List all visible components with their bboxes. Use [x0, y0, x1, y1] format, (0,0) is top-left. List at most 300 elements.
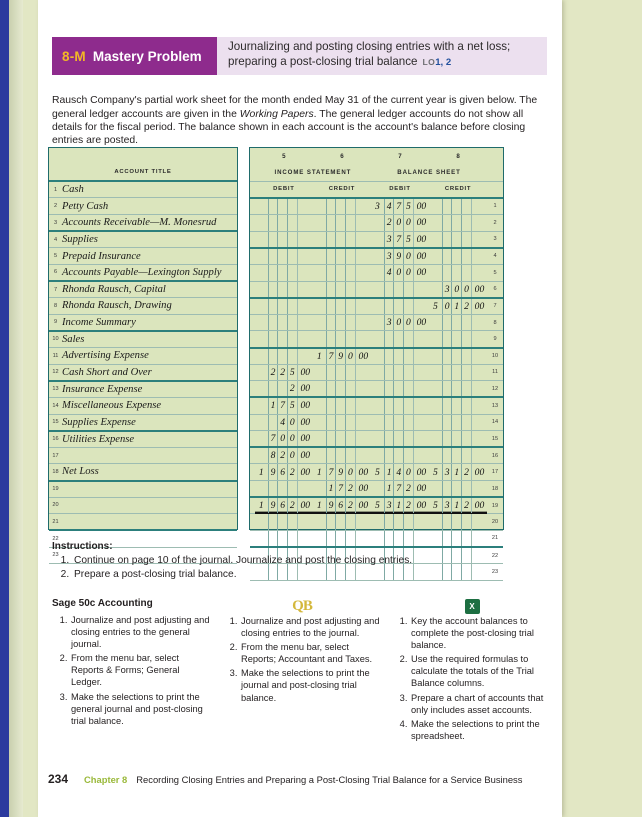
- amount-cell-is-credit: [313, 514, 326, 531]
- amount-cell-is-debit: [268, 348, 278, 365]
- amount-cell-bs-debit: 4: [384, 198, 394, 215]
- row-number: 14: [487, 414, 503, 431]
- footer-title: Recording Closing Entries and Preparing a Post-Closing Trial Balance for a Service Business: [136, 774, 523, 785]
- column-number-8: 8: [456, 152, 460, 160]
- spacer-cell: [224, 181, 237, 198]
- account-title-cell: Cash: [62, 181, 224, 198]
- amount-cell-bs-credit: 0: [442, 298, 452, 315]
- spacer-cell: [224, 414, 237, 431]
- amount-cell-bs-credit: [452, 481, 462, 498]
- amount-cell-bs-debit: [413, 414, 429, 431]
- amount-cell-bs-credit: [429, 514, 442, 531]
- sage-column: [52, 598, 212, 744]
- amount-cell-is-credit: [355, 298, 371, 315]
- amount-cell-bs-debit: [371, 481, 384, 498]
- amount-cell-bs-debit: 3: [384, 497, 394, 514]
- amount-cell-bs-credit: 5: [429, 497, 442, 514]
- amount-cell-bs-credit: [462, 381, 472, 398]
- amount-cell-bs-debit: 4: [394, 464, 404, 481]
- amount-cell-bs-debit: 0: [404, 215, 414, 232]
- amount-cell-is-credit: [355, 381, 371, 398]
- amount-cell-bs-debit: 00: [413, 248, 429, 265]
- amount-cell-bs-credit: [471, 264, 487, 281]
- excel-step-item: 3. Prepare a chart of accounts that only includes asset accounts.: [410, 692, 552, 716]
- spacer-cell: [224, 381, 237, 398]
- amount-cell-is-credit: 1: [313, 348, 326, 365]
- amount-cell-is-debit: 00: [297, 464, 313, 481]
- amount-cell-bs-debit: [384, 514, 394, 531]
- row-number: 19: [487, 497, 503, 514]
- account-title-cell: Supplies: [62, 231, 224, 248]
- sage-step-item: 1. Journalize and post adjusting and closing entries to the general journal.: [70, 614, 212, 650]
- row-number: 5: [487, 264, 503, 281]
- amount-cell-is-credit: [336, 381, 346, 398]
- table-row: [250, 264, 503, 281]
- table-row: [49, 231, 237, 248]
- amount-cell-is-credit: [326, 514, 336, 531]
- amount-cell-is-debit: [278, 264, 288, 281]
- footer-chapter: Chapter 8: [84, 774, 128, 785]
- amount-cell-bs-debit: [371, 231, 384, 248]
- panel-divider: [238, 147, 249, 530]
- table-row: [49, 215, 237, 232]
- amount-cell-is-debit: [278, 314, 288, 331]
- amount-cell-bs-debit: [413, 431, 429, 448]
- amount-cell-is-debit: [268, 481, 278, 498]
- quickbooks-step-item: 1. Journalize and post adjusting and closing entries to the journal.: [240, 615, 382, 639]
- amount-cell-is-credit: [313, 447, 326, 464]
- amount-cell-is-credit: [313, 381, 326, 398]
- amount-cell-bs-debit: 5: [404, 231, 414, 248]
- amount-cell-bs-debit: [371, 298, 384, 315]
- amount-cell-bs-credit: [442, 331, 452, 348]
- row-number: 3: [487, 231, 503, 248]
- table-row: [49, 248, 237, 265]
- amount-cell-bs-debit: [371, 381, 384, 398]
- amount-cell-is-debit: 7: [278, 397, 288, 414]
- amount-cell-is-credit: 2: [346, 481, 356, 498]
- amount-cell-bs-credit: [462, 431, 472, 448]
- table-row: [49, 281, 237, 298]
- amount-cell-is-debit: [287, 348, 297, 365]
- amount-cell-bs-debit: 0: [404, 464, 414, 481]
- amount-cell-bs-debit: 00: [413, 215, 429, 232]
- row-number: 21: [49, 514, 62, 531]
- amount-cell-is-debit: 2: [287, 464, 297, 481]
- instruction-item: 1. Continue on page 10 of the journal. Journalize and post the closing entries.: [72, 554, 522, 568]
- amount-cell-bs-credit: 3: [442, 464, 452, 481]
- table-row: [250, 431, 503, 448]
- amount-cell-bs-credit: [462, 397, 472, 414]
- amount-cell-bs-credit: [471, 348, 487, 365]
- amount-cell-bs-credit: [442, 414, 452, 431]
- quickbooks-logo-wrap: [222, 598, 382, 614]
- amount-cell-is-credit: [313, 331, 326, 348]
- amount-cell-is-credit: [346, 215, 356, 232]
- instruction-item: 2. Prepare a post-closing trial balance.: [72, 568, 522, 582]
- sub-header-is-debit: DEBIT: [255, 181, 313, 198]
- amount-cell-bs-debit: 7: [394, 231, 404, 248]
- amount-cell-bs-debit: 0: [404, 264, 414, 281]
- amount-cell-is-debit: [278, 481, 288, 498]
- amount-cell-bs-credit: [429, 314, 442, 331]
- amount-cell-bs-debit: 5: [371, 497, 384, 514]
- spacer-cell: [224, 481, 237, 498]
- excel-icon-letter: X: [469, 601, 475, 611]
- row-number: 21: [487, 530, 503, 547]
- table-row: [49, 481, 237, 498]
- amount-cell-is-credit: [336, 264, 346, 281]
- amount-cell-bs-debit: [371, 447, 384, 464]
- amount-cell-bs-credit: [462, 447, 472, 464]
- intro-emphasis: Working Papers: [239, 108, 314, 120]
- amount-cell-bs-credit: [471, 514, 487, 531]
- amount-cell-is-debit: [278, 231, 288, 248]
- amount-cell-is-debit: [268, 381, 278, 398]
- amount-cell-bs-debit: [404, 514, 414, 531]
- amount-cell-bs-credit: [429, 331, 442, 348]
- row-number: 20: [49, 497, 62, 514]
- amount-cell-is-debit: [287, 331, 297, 348]
- row-number: 17: [487, 464, 503, 481]
- excel-column: [392, 598, 552, 744]
- amount-cell-bs-credit: [429, 431, 442, 448]
- amount-cell-is-credit: 00: [355, 497, 371, 514]
- row-number: 2: [487, 215, 503, 232]
- account-title-cell: [62, 514, 224, 531]
- amount-cell-bs-credit: 1: [452, 298, 462, 315]
- amount-cell-is-debit: [287, 281, 297, 298]
- amount-cell-is-credit: [336, 281, 346, 298]
- amount-cell-is-debit: [278, 198, 288, 215]
- amount-cell-bs-debit: 00: [413, 464, 429, 481]
- amount-cell-is-credit: [346, 198, 356, 215]
- account-title-cell: [62, 447, 224, 464]
- amount-cell-bs-debit: [371, 397, 384, 414]
- amount-cell-is-credit: [346, 414, 356, 431]
- amount-cell-is-debit: [278, 215, 288, 232]
- amount-cell-bs-credit: [452, 314, 462, 331]
- amount-cell-is-debit: 2: [278, 447, 288, 464]
- table-row: [49, 497, 237, 514]
- amount-cell-is-debit: 1: [255, 464, 268, 481]
- amount-cell-is-debit: [297, 348, 313, 365]
- amount-cell-bs-debit: [404, 397, 414, 414]
- amount-cell-is-debit: 2: [268, 364, 278, 381]
- amount-cell-is-credit: [355, 514, 371, 531]
- amount-cell-bs-credit: [462, 364, 472, 381]
- amount-cell-is-debit: 6: [278, 497, 288, 514]
- amount-cell-is-debit: 5: [287, 364, 297, 381]
- account-head-row-1: [49, 148, 237, 165]
- amount-cell-is-debit: [255, 414, 268, 431]
- amount-cell-bs-credit: 2: [462, 464, 472, 481]
- amount-cell-is-credit: [336, 298, 346, 315]
- amount-cell-bs-credit: [471, 248, 487, 265]
- amount-cell-bs-debit: [394, 281, 404, 298]
- amount-cell-bs-debit: [404, 414, 414, 431]
- amount-cell-is-debit: [297, 481, 313, 498]
- amount-cell-bs-credit: [452, 248, 462, 265]
- amount-cell-is-debit: [278, 348, 288, 365]
- row-number: 15: [49, 414, 62, 431]
- table-row: [250, 364, 503, 381]
- amount-cell-is-debit: [297, 198, 313, 215]
- amount-cell-bs-debit: [371, 331, 384, 348]
- amount-cell-is-credit: [326, 231, 336, 248]
- amount-cell-bs-credit: [442, 397, 452, 414]
- amount-cell-is-credit: [336, 397, 346, 414]
- quickbooks-list: [222, 615, 382, 704]
- amount-cell-is-debit: 2: [278, 364, 288, 381]
- amount-cell-bs-debit: 3: [384, 314, 394, 331]
- amount-cell-is-credit: [313, 215, 326, 232]
- amount-cell-is-credit: [336, 331, 346, 348]
- spacer-cell: [49, 165, 62, 182]
- spacer-cell: [224, 397, 237, 414]
- table-row: [250, 497, 503, 514]
- spacer-cell: [224, 198, 237, 215]
- amount-cell-bs-debit: 00: [413, 314, 429, 331]
- row-number: 10: [49, 331, 62, 348]
- account-title-cell: Insurance Expense: [62, 381, 224, 398]
- amount-cell-bs-credit: 00: [471, 281, 487, 298]
- amount-cell-bs-debit: 00: [413, 231, 429, 248]
- account-title-cell: Rhonda Rausch, Capital: [62, 281, 224, 298]
- amount-cell-is-credit: [346, 397, 356, 414]
- table-row: [250, 464, 503, 481]
- spacer-cell: [224, 231, 237, 248]
- row-number: 10: [487, 348, 503, 365]
- table-row: [250, 397, 503, 414]
- amount-cell-is-credit: [355, 198, 371, 215]
- amount-cell-is-credit: [313, 281, 326, 298]
- account-title-cell: Miscellaneous Expense: [62, 397, 224, 414]
- amount-cell-is-debit: [255, 381, 268, 398]
- amount-cell-bs-debit: [371, 348, 384, 365]
- row-number: 23: [49, 547, 62, 564]
- amount-cell-is-debit: 00: [297, 397, 313, 414]
- row-number: 12: [49, 364, 62, 381]
- amount-cell-is-debit: 00: [297, 381, 313, 398]
- amount-cell-is-debit: [255, 281, 268, 298]
- account-title-cell: Accounts Receivable—M. Monesrud: [62, 215, 224, 232]
- account-rows: [49, 181, 237, 563]
- amount-cell-bs-credit: [442, 198, 452, 215]
- sub-header-is-credit: CREDIT: [313, 181, 371, 198]
- table-row: [49, 198, 237, 215]
- amount-cell-bs-credit: [452, 431, 462, 448]
- quickbooks-step-item: 3. Make the selections to print the journal and post-closing trial balance.: [240, 667, 382, 703]
- amount-cell-is-debit: [297, 215, 313, 232]
- amount-cell-is-credit: [346, 381, 356, 398]
- amount-cell-is-credit: [336, 514, 346, 531]
- amount-cell-bs-credit: [462, 348, 472, 365]
- amount-cell-is-debit: [255, 447, 268, 464]
- table-row: [250, 381, 503, 398]
- row-number: 7: [487, 298, 503, 315]
- amount-cell-is-credit: [355, 364, 371, 381]
- account-title-cell: Advertising Expense: [62, 348, 224, 365]
- amount-cell-is-debit: [278, 331, 288, 348]
- amount-cell-is-credit: [355, 447, 371, 464]
- spacer-cell: [224, 497, 237, 514]
- row-number: 14: [49, 397, 62, 414]
- table-row: [49, 381, 237, 398]
- column-number-5: 5: [282, 152, 286, 160]
- section-header-row: [250, 165, 503, 182]
- amount-cell-bs-debit: 7: [394, 481, 404, 498]
- account-title-cell: [62, 481, 224, 498]
- amount-cell-is-debit: [255, 298, 268, 315]
- amount-cell-is-credit: [326, 414, 336, 431]
- problem-description-line1: Journalizing and posting closing entries with a net loss;: [228, 40, 511, 53]
- row-number: 11: [49, 348, 62, 365]
- amount-cell-bs-credit: 2: [462, 497, 472, 514]
- amount-cell-bs-credit: [471, 447, 487, 464]
- amount-cell-is-debit: 0: [278, 431, 288, 448]
- row-number: 13: [49, 381, 62, 398]
- table-row: [49, 447, 237, 464]
- amount-cell-is-debit: 6: [278, 464, 288, 481]
- row-number: 6: [49, 264, 62, 281]
- amount-cell-bs-credit: [429, 381, 442, 398]
- amount-cell-is-credit: 7: [326, 464, 336, 481]
- account-title-cell: Accounts Payable—Lexington Supply: [62, 264, 224, 281]
- row-number: 18: [487, 481, 503, 498]
- sage-step-item: 3. Make the selections to print the general journal and post-closing trial balance.: [70, 691, 212, 727]
- amount-cell-is-credit: 00: [355, 481, 371, 498]
- amount-cell-bs-credit: [429, 348, 442, 365]
- row-number: 13: [487, 397, 503, 414]
- amount-cell-is-credit: [346, 314, 356, 331]
- amount-cell-is-debit: [268, 215, 278, 232]
- amount-cell-is-credit: [355, 431, 371, 448]
- amount-cell-is-credit: [326, 331, 336, 348]
- amount-cell-is-credit: [313, 481, 326, 498]
- amount-cell-bs-credit: 00: [471, 464, 487, 481]
- amount-cell-bs-debit: [394, 298, 404, 315]
- amount-cell-bs-debit: [394, 364, 404, 381]
- amount-cell-is-debit: [268, 281, 278, 298]
- amount-cell-is-credit: [326, 431, 336, 448]
- table-row: [250, 447, 503, 464]
- amount-cell-is-debit: 9: [268, 497, 278, 514]
- amount-cell-bs-credit: [462, 248, 472, 265]
- table-row: [49, 348, 237, 365]
- amount-cell-is-credit: [313, 414, 326, 431]
- account-title-cell: Income Summary: [62, 314, 224, 331]
- amount-cell-is-credit: [355, 264, 371, 281]
- amount-cell-bs-credit: [452, 397, 462, 414]
- row-number: 17: [49, 447, 62, 464]
- amount-cell-bs-credit: [471, 414, 487, 431]
- account-title-cell: Sales: [62, 331, 224, 348]
- amount-cell-is-credit: [355, 314, 371, 331]
- amount-cell-is-debit: 1: [268, 397, 278, 414]
- problem-number: 8-M: [62, 48, 86, 64]
- amount-cell-bs-credit: [442, 431, 452, 448]
- amount-cell-is-debit: 4: [278, 414, 288, 431]
- amount-cell-bs-credit: [452, 381, 462, 398]
- table-row: [250, 414, 503, 431]
- table-row: [49, 364, 237, 381]
- amount-cell-bs-debit: 00: [413, 497, 429, 514]
- amount-cell-bs-debit: [384, 381, 394, 398]
- amount-cell-is-credit: [313, 364, 326, 381]
- amount-cell-bs-credit: [429, 364, 442, 381]
- amount-cell-is-credit: 9: [336, 464, 346, 481]
- amount-cell-is-credit: [313, 198, 326, 215]
- amount-cell-bs-debit: [384, 447, 394, 464]
- amount-cell-bs-credit: 00: [471, 497, 487, 514]
- amount-cell-is-credit: 00: [355, 464, 371, 481]
- amount-cell-is-debit: 00: [297, 364, 313, 381]
- table-row: [250, 198, 503, 215]
- amount-cell-is-debit: [287, 314, 297, 331]
- problem-description-line2: preparing a post-closing trial balance: [228, 54, 418, 68]
- amount-cell-bs-debit: [404, 298, 414, 315]
- amount-cell-bs-debit: 1: [394, 497, 404, 514]
- amount-cell-is-credit: [336, 314, 346, 331]
- amount-cell-is-debit: [278, 281, 288, 298]
- instructions-block: [52, 541, 522, 582]
- column-number-6: 6: [340, 152, 344, 160]
- amount-cell-is-credit: [313, 314, 326, 331]
- amount-cell-is-credit: [355, 414, 371, 431]
- account-title-cell: Supplies Expense: [62, 414, 224, 431]
- amount-cell-bs-credit: 1: [452, 464, 462, 481]
- amount-cell-bs-credit: [452, 364, 462, 381]
- software-instructions: [52, 598, 552, 744]
- quickbooks-step-item: 2. From the menu bar, select Reports; Accountant and Taxes.: [240, 641, 382, 665]
- row-number: 11: [487, 364, 503, 381]
- sub-header-row: [250, 181, 503, 198]
- row-number: 7: [49, 281, 62, 298]
- amount-cell-bs-debit: [384, 298, 394, 315]
- amount-cell-is-credit: [313, 431, 326, 448]
- amount-cell-bs-debit: [384, 431, 394, 448]
- amount-cell-is-debit: [255, 198, 268, 215]
- amount-cell-bs-debit: [404, 431, 414, 448]
- amount-cell-bs-credit: [442, 447, 452, 464]
- amount-cell-bs-debit: [394, 397, 404, 414]
- amount-cell-bs-credit: [429, 231, 442, 248]
- amount-cell-is-credit: 0: [346, 348, 356, 365]
- amount-cell-is-debit: [255, 314, 268, 331]
- amount-cell-bs-credit: [462, 514, 472, 531]
- row-number: 4: [487, 248, 503, 265]
- problem-description-line2-wrap: [228, 55, 547, 71]
- lo-values: 1, 2: [435, 56, 452, 68]
- amount-cell-is-credit: [336, 248, 346, 265]
- amount-cell-is-credit: [346, 248, 356, 265]
- amount-cell-is-credit: [346, 331, 356, 348]
- intro-part1: Rausch Company's partial work sheet for the month ended May 31 of the current year is given below. The general ledger accounts are given in the: [52, 95, 538, 120]
- table-row: [49, 414, 237, 431]
- amount-cell-is-credit: [346, 431, 356, 448]
- spacer-cell: [224, 314, 237, 331]
- table-row: [49, 431, 237, 448]
- amount-cell-is-credit: 1: [313, 497, 326, 514]
- amount-cell-is-debit: [297, 248, 313, 265]
- amount-cell-bs-credit: [442, 481, 452, 498]
- row-number: 16: [487, 447, 503, 464]
- account-title-cell: Petty Cash: [62, 198, 224, 215]
- amount-cell-bs-debit: 00: [413, 481, 429, 498]
- amount-cell-is-debit: [268, 514, 278, 531]
- amount-cell-bs-debit: 2: [404, 481, 414, 498]
